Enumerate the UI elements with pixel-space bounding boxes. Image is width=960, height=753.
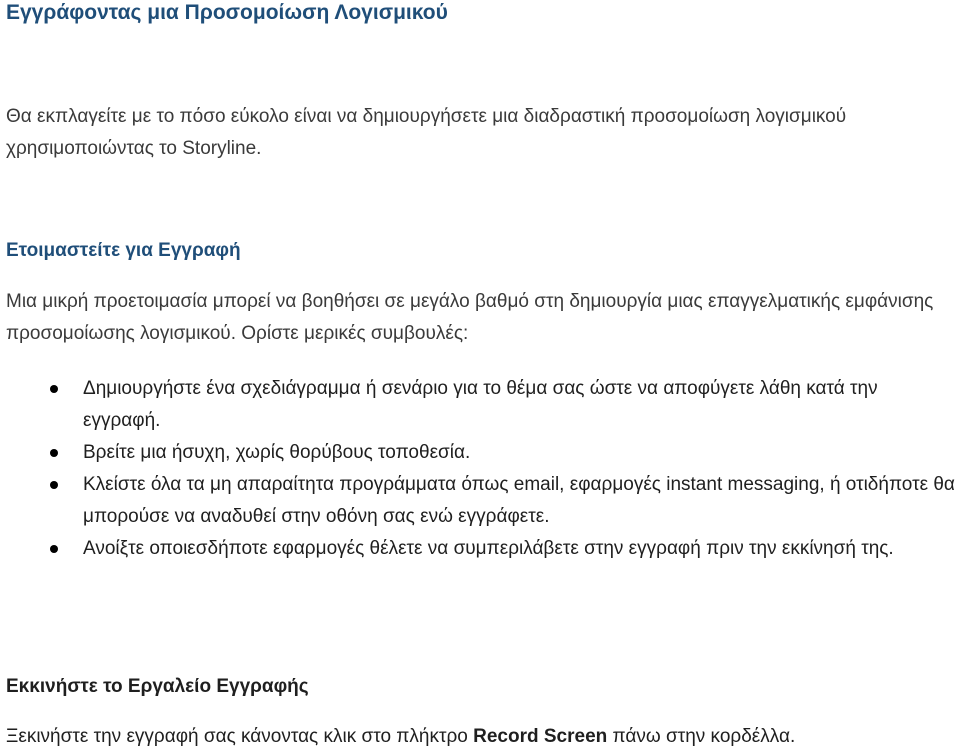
record-screen-label: Record Screen [473,726,608,747]
intro-paragraph: Θα εκπλαγείτε με το πόσο εύκολο είναι να δημιουργήσετε μια διαδραστική προσομοίωση λογισμικού χρησιμοποιώντας το Storyline. [6,106,847,159]
launch-text-before: Ξεκινήστε την εγγραφή σας κάνοντας κλικ στο πλήκτρο [6,726,474,747]
prepare-paragraph: Μια μικρή προετοιμασία μπορεί να βοηθήσει σε μεγάλο βαθμό στη δημιουργία μιας επαγγελματικής εμφάνισης προσομοίωσης λογισμικού. Ορίστε μερικές συμβουλές: [6,291,934,344]
tip-text: Κλείστε όλα τα μη απαραίτητα προγράμματα όπως email, εφαρμογές instant messaging, ή οτιδήποτε θα μπορούσε να αναδυθεί στην οθόνη σας ενώ εγγράφετε. [83,474,955,527]
tips-list [6,373,956,565]
bullet-icon [50,545,58,553]
list-item [6,533,956,565]
document-title: Εγγράφοντας μια Προσομοίωση Λογισμικού [6,1,448,24]
bullet-icon [50,481,58,489]
list-item [6,373,956,437]
section-heading-prepare: Ετοιμαστείτε για Εγγραφή [6,240,241,261]
list-item [6,469,956,533]
tip-text: Βρείτε μια ήσυχη, χωρίς θορύβους τοποθεσία. [83,442,471,463]
bullet-icon [50,449,58,457]
tip-text: Ανοίξτε οποιεσδήποτε εφαρμογές θέλετε να συμπεριλάβετε στην εγγραφή πριν την εκκίνησή της. [83,538,894,559]
list-item [6,437,956,469]
launch-paragraph [6,721,795,753]
launch-text-after: πάνω στην κορδέλλα. [607,726,796,747]
bullet-icon [50,385,58,393]
tip-text: Δημιουργήστε ένα σχεδιάγραμμα ή σενάριο για το θέμα σας ώστε να αποφύγετε λάθη κατά την εγγραφή. [83,378,878,431]
section-heading-launch: Εκκινήστε το Εργαλείο Εγγραφής [6,676,309,697]
